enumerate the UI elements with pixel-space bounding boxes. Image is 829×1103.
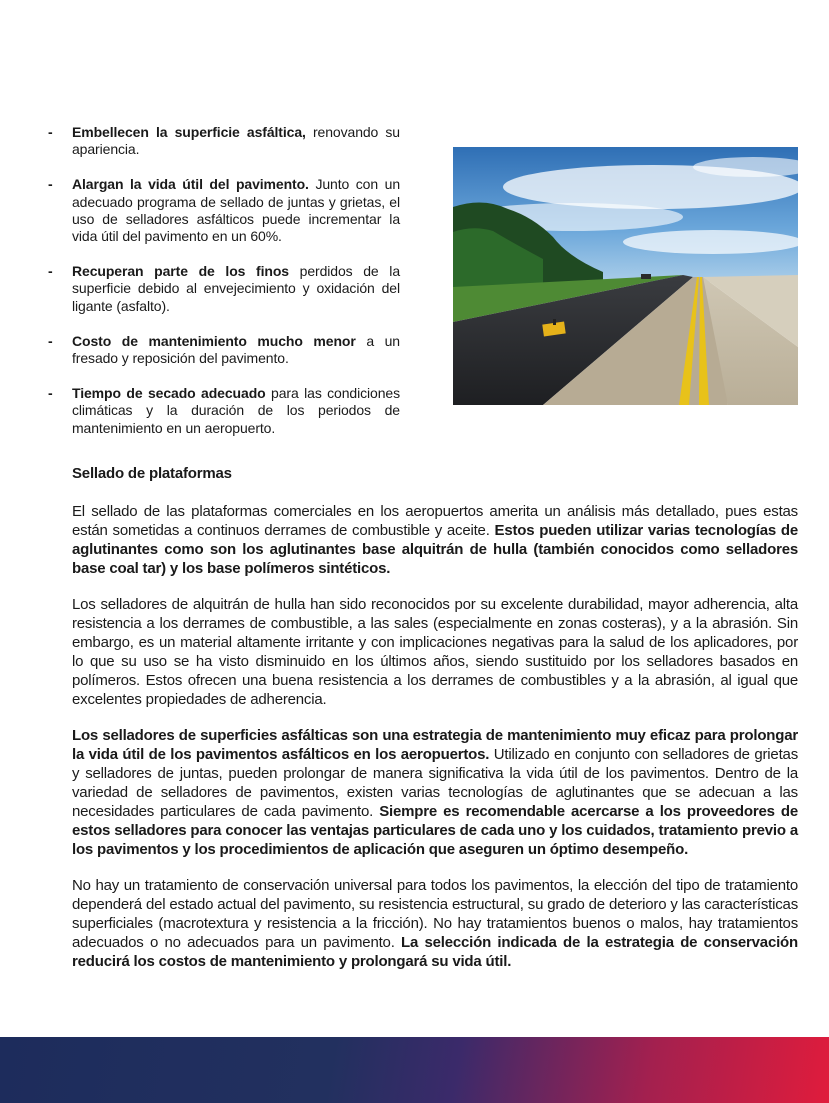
paragraph-text: El sellado de las plataformas comerciales en los aeropuertos amerita un análisis más detallado, pues estas están sometidas a continuos derrames de combustible y aceite.: [72, 503, 798, 539]
bullet-bold: Embellecen la superficie asfáltica,: [72, 124, 306, 140]
bullet-text: renovando su apariencia.: [72, 124, 400, 158]
bullet-dash: -: [48, 263, 53, 280]
paragraph-text: Los selladores de alquitrán de hulla han sido reconocidos por su excelente durabilidad, mayor adherencia, alta resistencia a los derrames de combustible, a las sales (especialmente en zonas costeras), y a la abrasión. Sin embargo, es un material altamente irritante y con implicaciones negativas para la salud de los aplicadores, por lo que su uso se ha visto disminuido en los últimos años, siendo sustituido por los selladores basados en polímeros. Estos ofrecen una buena resistencia a los derrames de combustibles y a la abrasión, al igual que excelentes propiedades de adherencia.: [72, 596, 798, 708]
bullet-bold: Costo de mantenimiento mucho menor: [72, 332, 356, 349]
body-text: [72, 502, 798, 988]
bullet-dash: -: [48, 332, 53, 349]
bullet-dash: -: [48, 385, 53, 402]
bullet-text: Junto con un adecuado programa de sellado de juntas y grietas, el uso de selladores asfálticos puede incrementar la vida útil del pavimento en un 60%.: [72, 176, 400, 245]
bullet-bold: Recuperan parte de los finos: [72, 263, 289, 280]
list-item: [48, 385, 400, 437]
paragraph: [72, 726, 798, 859]
paragraph-bold: Estos pueden utilizar varias tecnologías de aglutinantes como son los aglutinantes base alquitrán de hulla (también conocidos como selladores base coal tar) y los base polímeros sintéticos.: [72, 522, 798, 577]
paragraph-bold: Los selladores de superficies asfálticas son una estrategia de mantenimiento muy eficaz para prolongar la vida útil de los pavimentos asfálticos en los aeropuertos.: [72, 727, 798, 763]
list-item: [48, 263, 400, 315]
bullet-dash: -: [48, 124, 53, 140]
benefits-list: [48, 124, 400, 455]
list-item: [48, 333, 400, 367]
list-item: [48, 124, 400, 158]
bullet-bold: Tiempo de secado adecuado: [72, 385, 266, 402]
bullet-text: perdidos de la superficie debido al envejecimiento y oxidación del ligante (asfalto).: [72, 263, 401, 314]
bullet-dash: -: [48, 176, 53, 193]
bullet-text: a un fresado y reposición del pavimento.: [72, 332, 400, 367]
paragraph: [72, 502, 798, 578]
section-heading: Sellado de plataformas: [72, 465, 232, 482]
footer-gradient-band: [0, 1037, 829, 1103]
list-item: [48, 176, 400, 245]
runway-photo: [453, 147, 798, 405]
paragraph-bold: Siempre es recomendable acercarse a los proveedores de estos selladores para conocer las ventajas particulares de cada uno y los cuidados, tratamiento previo a los pavimentos y los procedimientos de aplicación que aseguren un óptimo desempeño.: [72, 803, 798, 858]
paragraph: [72, 876, 798, 971]
paragraph-text: Utilizado en conjunto con selladores de grietas y selladores de juntas, pueden prolongar de manera significativa la vida útil de los pavimentos. Dentro de la variedad de selladores de pavimentos, existen varias tecnologías de aglutinantes que se adecuan a las necesidades particulares de cada pavimento.: [72, 746, 798, 820]
paragraph-text: No hay un tratamiento de conservación universal para todos los pavimentos, la elección del tipo de tratamiento dependerá del estado actual del pavimento, su resistencia estructural, su grado de deterioro y las características superficiales (macrotextura y resistencia a la fricción). No hay tratamientos buenos o malos, hay tratamientos adecuados o no adecuados para un pavimento.: [72, 877, 798, 951]
paragraph-bold: La selección indicada de la estrategia de conservación reducirá los costos de mantenimiento y prolongará su vida útil.: [72, 934, 798, 970]
bullet-text: para las condiciones climáticas y la duración de los periodos de mantenimiento en un aeropuerto.: [72, 385, 400, 436]
bullet-bold: Alargan la vida útil del pavimento.: [72, 176, 309, 193]
paragraph: [72, 595, 798, 709]
